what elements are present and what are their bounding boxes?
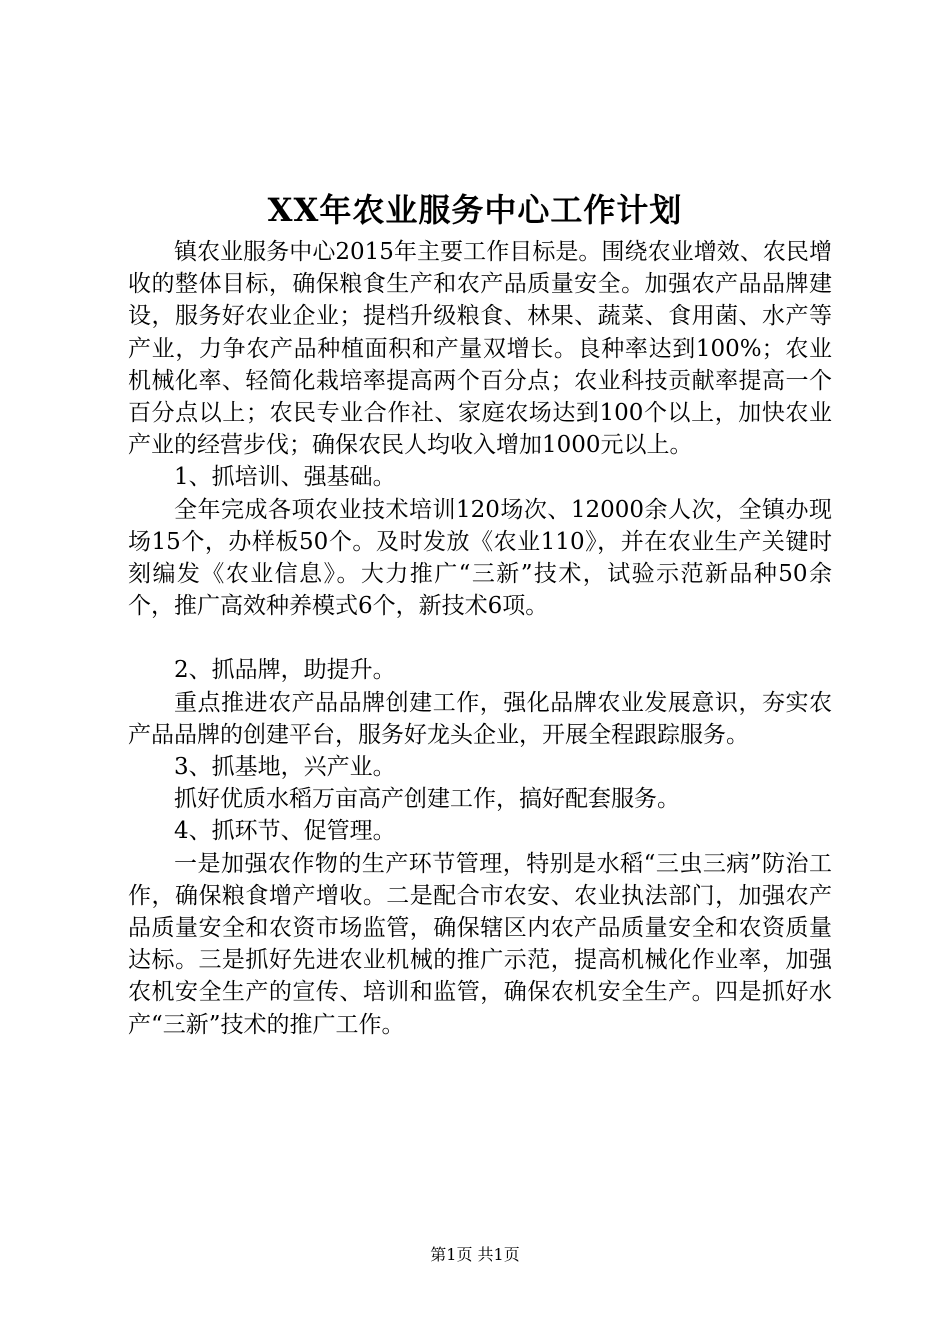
heading-brand: 2、抓品牌，助提升。 (174, 657, 396, 684)
document-body (128, 236, 832, 1041)
paragraph-management: 一是加强农作物的生产环节管理，特别是水稻“三虫三病”防治工作，确保粮食增产增收。二是配合市农安、农业执法部门，加强农产品质量安全和农资市场监管，确保辖区内农产品质量安全和农资质量达标。三是抓好先进农业机械的推广示范，提高机械化作业率，加强农机安全生产的宣传、培训和监管，确保农机安全生产。四是抓好水产“三新”技术的推广工作。 (128, 850, 832, 1038)
paragraph-base: 抓好优质水稻万亩高产创建工作，搞好配套服务。 (174, 786, 680, 813)
paragraph-brand: 重点推进农产品品牌创建工作，强化品牌农业发展意识，夯实农产品品牌的创建平台，服务好龙头企业，开展全程跟踪服务。 (128, 689, 832, 748)
heading-management: 4、抓环节、促管理。 (174, 818, 396, 845)
paragraph-training: 全年完成各项农业技术培训120场次、12000余人次，全镇办现场15个，办样板50个。及时发放《农业110》，并在农业生产关键时刻编发《农业信息》。大力推广“三新”技术，试验示范新品种50余个，推广高效种养模式6个，新技术6项。 (128, 496, 832, 620)
paragraph-goals: 镇农业服务中心2015年主要工作目标是。围绕农业增效、农民增收的整体目标，确保粮食生产和农产品质量安全。加强农产品品牌建设，服务好农业企业；提档升级粮食、林果、蔬菜、食用菌、水产等产业，力争农产品种植面积和产量双增长。良种率达到100%；农业机械化率、轻简化栽培率提高两个百分点；农业科技贡献率提高一个百分点以上；农民专业合作社、家庭农场达到100个以上，加快农业产业的经营步伐；确保农民人均收入增加1000元以上。 (128, 239, 832, 459)
heading-base: 3、抓基地，兴产业。 (174, 754, 396, 781)
page-footer: 第1页 共1页 (430, 1245, 520, 1264)
document-title: XX年农业服务中心工作计划 (267, 191, 683, 229)
heading-training: 1、抓培训、强基础。 (174, 464, 396, 491)
